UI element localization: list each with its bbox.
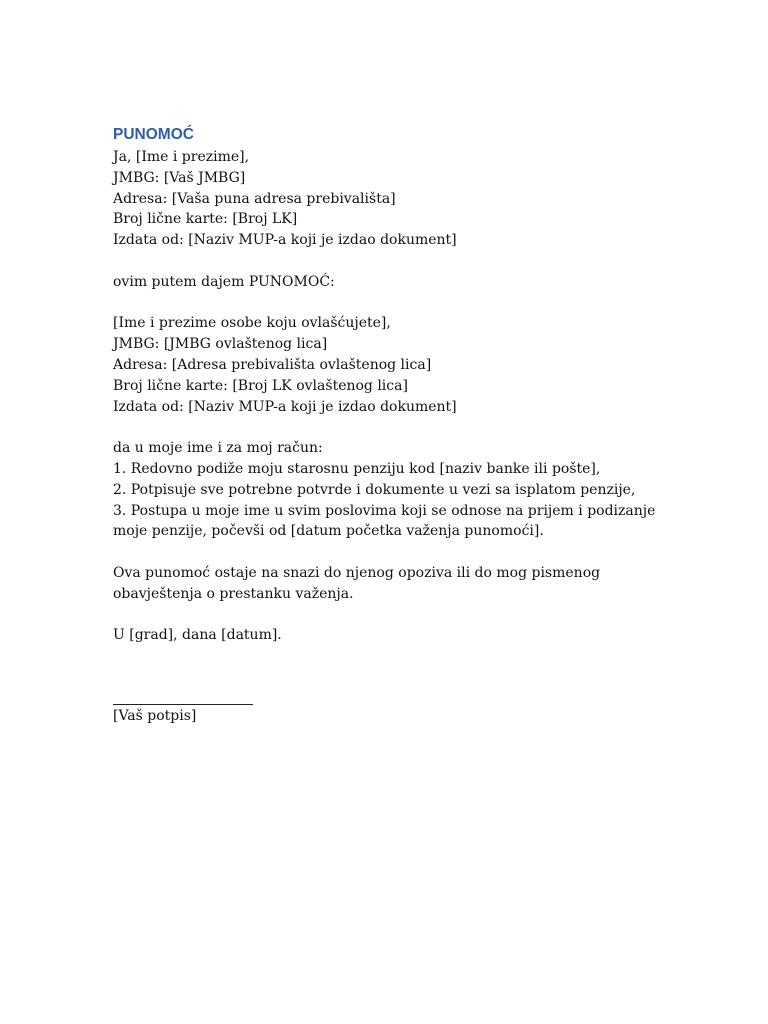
spacer [113, 251, 673, 272]
document-page [113, 124, 673, 727]
validity-clause: Ova punomoć ostaje na snazi do njenog opoziva ili do mog pismenog obavještenja o prestanku važenja. [113, 564, 601, 602]
list-item: 3. Postupa u moje ime u svim poslovima koji se odnose na prijem i podizanje moje penzije, počevši od [datum početka važenja punomoći]. [113, 502, 656, 540]
grantor-block [113, 147, 673, 251]
grantor-jmbg: JMBG: [Vaš JMBG] [113, 169, 246, 186]
list-item: 1. Redovno podiže moju starosnu penziju kod [naziv banke ili pošte], [113, 460, 601, 477]
grantee-address: Adresa: [Adresa prebivališta ovlaštenog lica] [113, 356, 432, 373]
signature-label: [Vaš potpis] [113, 707, 197, 724]
spacer [113, 417, 673, 438]
grantee-name: [Ime i prezime osobe koju ovlašćujete], [113, 315, 391, 332]
grantor-issued-by: Izdata od: [Naziv MUP-a koji je izdao dokument] [113, 232, 457, 249]
powers-list [113, 459, 673, 542]
spacer [113, 646, 673, 688]
spacer [113, 293, 673, 314]
place-and-date: U [grad], dana [datum]. [113, 627, 282, 644]
purpose-intro: da u moje ime i za moj račun: [113, 440, 323, 457]
grantee-id-card: Broj lične karte: [Broj LK ovlaštenog lica] [113, 377, 408, 394]
grantor-name: Ja, [Ime i prezime], [113, 149, 250, 165]
grantor-address: Adresa: [Vaša puna adresa prebivališta] [113, 190, 396, 207]
signature-line [113, 688, 253, 705]
spacer [113, 605, 673, 626]
grantee-issued-by: Izdata od: [Naziv MUP-a koji je izdao dokument] [113, 398, 457, 415]
document-title: PUNOMOĆ [113, 126, 194, 143]
grantee-block [113, 313, 673, 417]
list-item: 2. Potpisuje sve potrebne potvrde i dokumente u vezi sa isplatom penzije, [113, 481, 636, 498]
spacer [113, 542, 673, 563]
grantor-id-card: Broj lične karte: [Broj LK] [113, 211, 298, 228]
intro-text: ovim putem dajem PUNOMOĆ: [113, 273, 335, 290]
grantee-jmbg: JMBG: [JMBG ovlaštenog lica] [113, 336, 328, 353]
